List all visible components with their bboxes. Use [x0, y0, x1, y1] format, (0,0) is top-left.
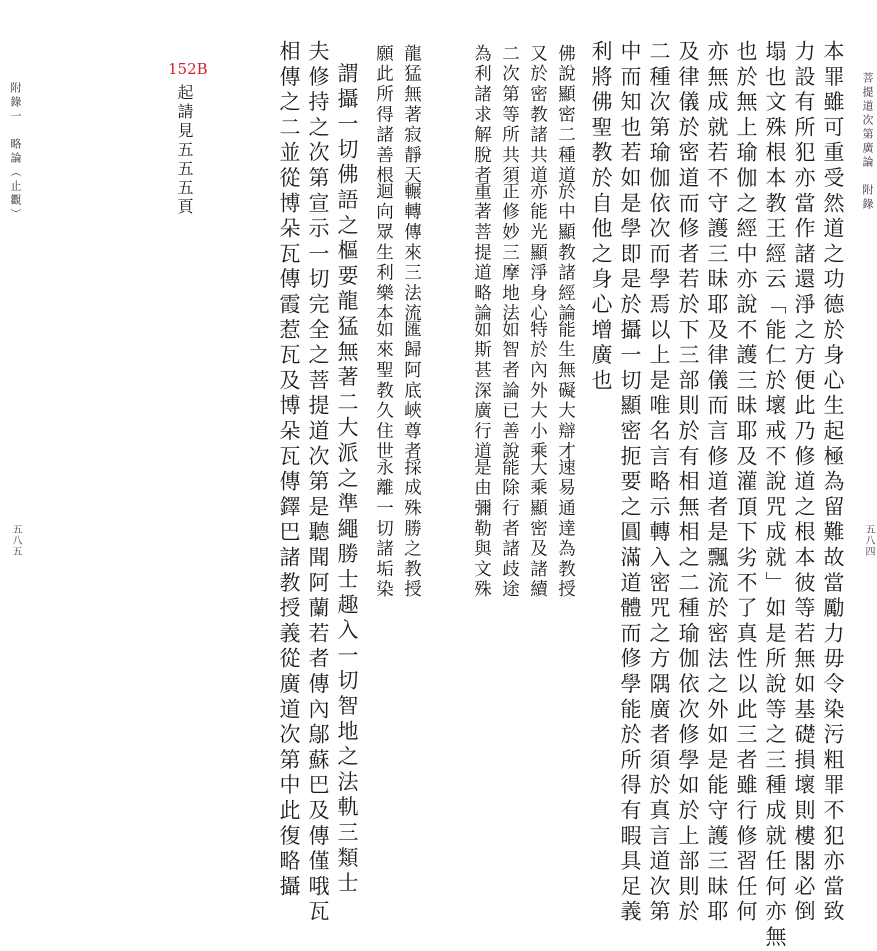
prose-column: 也於無上瑜伽之經中亦說不護三昧耶及灌頂下劣不了真性以此三者雖行修習任何: [734, 40, 758, 926]
verse-line: 迴向眾生利樂本: [373, 182, 394, 325]
running-header-right: 菩提道次第廣論 附錄: [861, 72, 874, 212]
verse-line: 於中顯教諸經論: [555, 182, 576, 325]
verse-line: 又於密教諸共道: [527, 44, 548, 187]
verse-line: 正修妙三摩地法: [499, 182, 520, 325]
prose-column: 相傳之二並從博朵瓦傳霞惹瓦及博朵瓦傳鐸巴諸教授義從廣道次第中此復略攝: [277, 40, 301, 901]
page-number-left: 五八五: [10, 524, 21, 557]
prose-column: 利將佛聖教於自他之身心增廣也: [589, 40, 613, 395]
verse-line: 佛說顯密二種道: [555, 44, 576, 187]
prose-column: 中而知也若如是學即是於攝一切顯密扼要之圓滿道體而修學能於所得有暇具足義: [618, 40, 642, 926]
prose-column: 夫修持之次第宣示一切完全之菩提道次第是聽聞阿蘭若者傳內鄔蘇巴及傳僅哦瓦: [306, 40, 330, 926]
prose-column: 亦無成就若不守護三昧耶及律儀而言修道者是飄流於密法之外如是能守護三昧耶: [705, 40, 729, 926]
verse-line: 永離一切諸垢染: [373, 458, 394, 601]
verse-line: 願此所得諸善根: [373, 44, 394, 187]
prose-column: 謂攝一切佛語之樞要龍猛無著二大派之準繩勝士趣入一切智地之法軌三類士: [335, 62, 359, 897]
verse-line: 大乘顯密及諸續: [527, 458, 548, 601]
verse-line: 採成殊勝之教授: [401, 458, 422, 601]
prose-column: 本罪雖可重受然道之功德於身心生起極為留難故當勵力毋令染污粗罪不犯亦當致: [821, 40, 845, 926]
prose-column: 塌也文殊根本教王經云「能仁於壞戒不說咒成就」如是所說等之三種成就任何亦無: [763, 40, 787, 951]
verse-line: 重著菩提道略論: [471, 182, 492, 325]
verse-line: 能除行者諸歧途: [499, 458, 520, 601]
verse-line: 如智者論已善說: [499, 320, 520, 463]
left-page: [0, 0, 438, 926]
prose-column: 力設有所犯亦當作諸還淨之方便此乃修道之根本彼等若無如基礎損壞則樓閣必倒: [792, 40, 816, 926]
verse-line: 能生無礙大辯才: [555, 320, 576, 463]
prose-column: 及律儀於密道而修者若於下三部則於有相無相之二種瑜伽依次修學如於上部則於: [676, 40, 700, 926]
verse-line: 如斯甚深廣行道: [471, 320, 492, 463]
verse-line: 龍猛無著寂靜天: [401, 44, 422, 187]
verse-line: 是由彌勒與文殊: [471, 458, 492, 601]
verse-line: 輾轉傳來三法流: [401, 182, 422, 325]
right-page: [438, 0, 877, 951]
verse-line: 匯歸阿底峽尊者: [401, 320, 422, 463]
verse-line: 速易通達為教授: [555, 458, 576, 601]
verse-line: 特於內外大小乘: [527, 320, 548, 463]
cross-reference-note: 起請見五五五頁: [175, 84, 194, 217]
verse-line: 亦能光顯淨身心: [527, 182, 548, 325]
verse-line: 如來聖教久住世: [373, 320, 394, 463]
margin-marker: 152B: [168, 60, 208, 78]
running-header-left: 附錄一 略論（止觀）: [9, 82, 22, 222]
page-number-right: 五八四: [863, 524, 874, 557]
verse-line: 二次第等所共須: [499, 44, 520, 187]
verse-line: 為利諸求解脫者: [471, 44, 492, 187]
prose-column: 二種次第瑜伽依次而學焉以上是唯名言略示轉入密咒之方隅廣者須於真言道次第: [647, 40, 671, 926]
